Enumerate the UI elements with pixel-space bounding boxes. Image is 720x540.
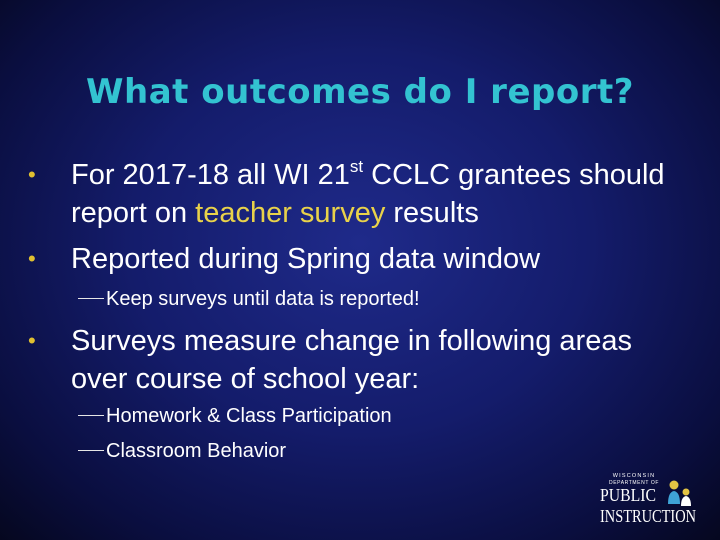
bullet-text-part: results [385, 197, 479, 229]
bullet-dot: • [28, 246, 36, 271]
dash-marker [78, 298, 104, 299]
sub-item-text: Keep surveys until data is reported! [106, 288, 420, 310]
sub-item-1 [78, 286, 420, 312]
dash-marker [78, 415, 104, 416]
logo-line-4: INSTRUCTION [600, 506, 696, 526]
sub-item-text: Classroom Behavior [106, 440, 287, 462]
logo-line-1: WISCONSIN [612, 473, 656, 479]
bullet-text-part: For 2017-18 all WI 21 [71, 159, 350, 191]
sub-item-2 [78, 403, 392, 429]
bullet-text-part: CCLC grantees should report on [71, 159, 665, 229]
bullet-text-3: Surveys measure change in following areas over course of school year: [71, 325, 632, 395]
sub-item-text: Homework & Class Participation [106, 405, 392, 427]
highlighted-text: teacher survey [195, 197, 386, 229]
dash-marker [78, 450, 104, 451]
bullet-item-1 [28, 156, 688, 232]
slide-title: What outcomes do I report? [86, 72, 634, 112]
logo-line-2: DEPARTMENT OF [608, 480, 660, 486]
logo-line-3: PUBLIC [600, 485, 656, 505]
sub-item-3 [78, 438, 286, 464]
bullet-dot: • [28, 162, 36, 187]
bullet-item-3 [28, 322, 688, 398]
bullet-text-1 [71, 156, 688, 232]
dpi-logo [598, 470, 700, 526]
logo-figures-icon [668, 481, 691, 507]
superscript: st [349, 157, 364, 176]
bullet-dot: • [28, 328, 36, 353]
bullet-item-2 [28, 240, 688, 278]
bullet-text-2: Reported during Spring data window [71, 243, 541, 275]
dpi-logo-graphic [598, 470, 700, 526]
